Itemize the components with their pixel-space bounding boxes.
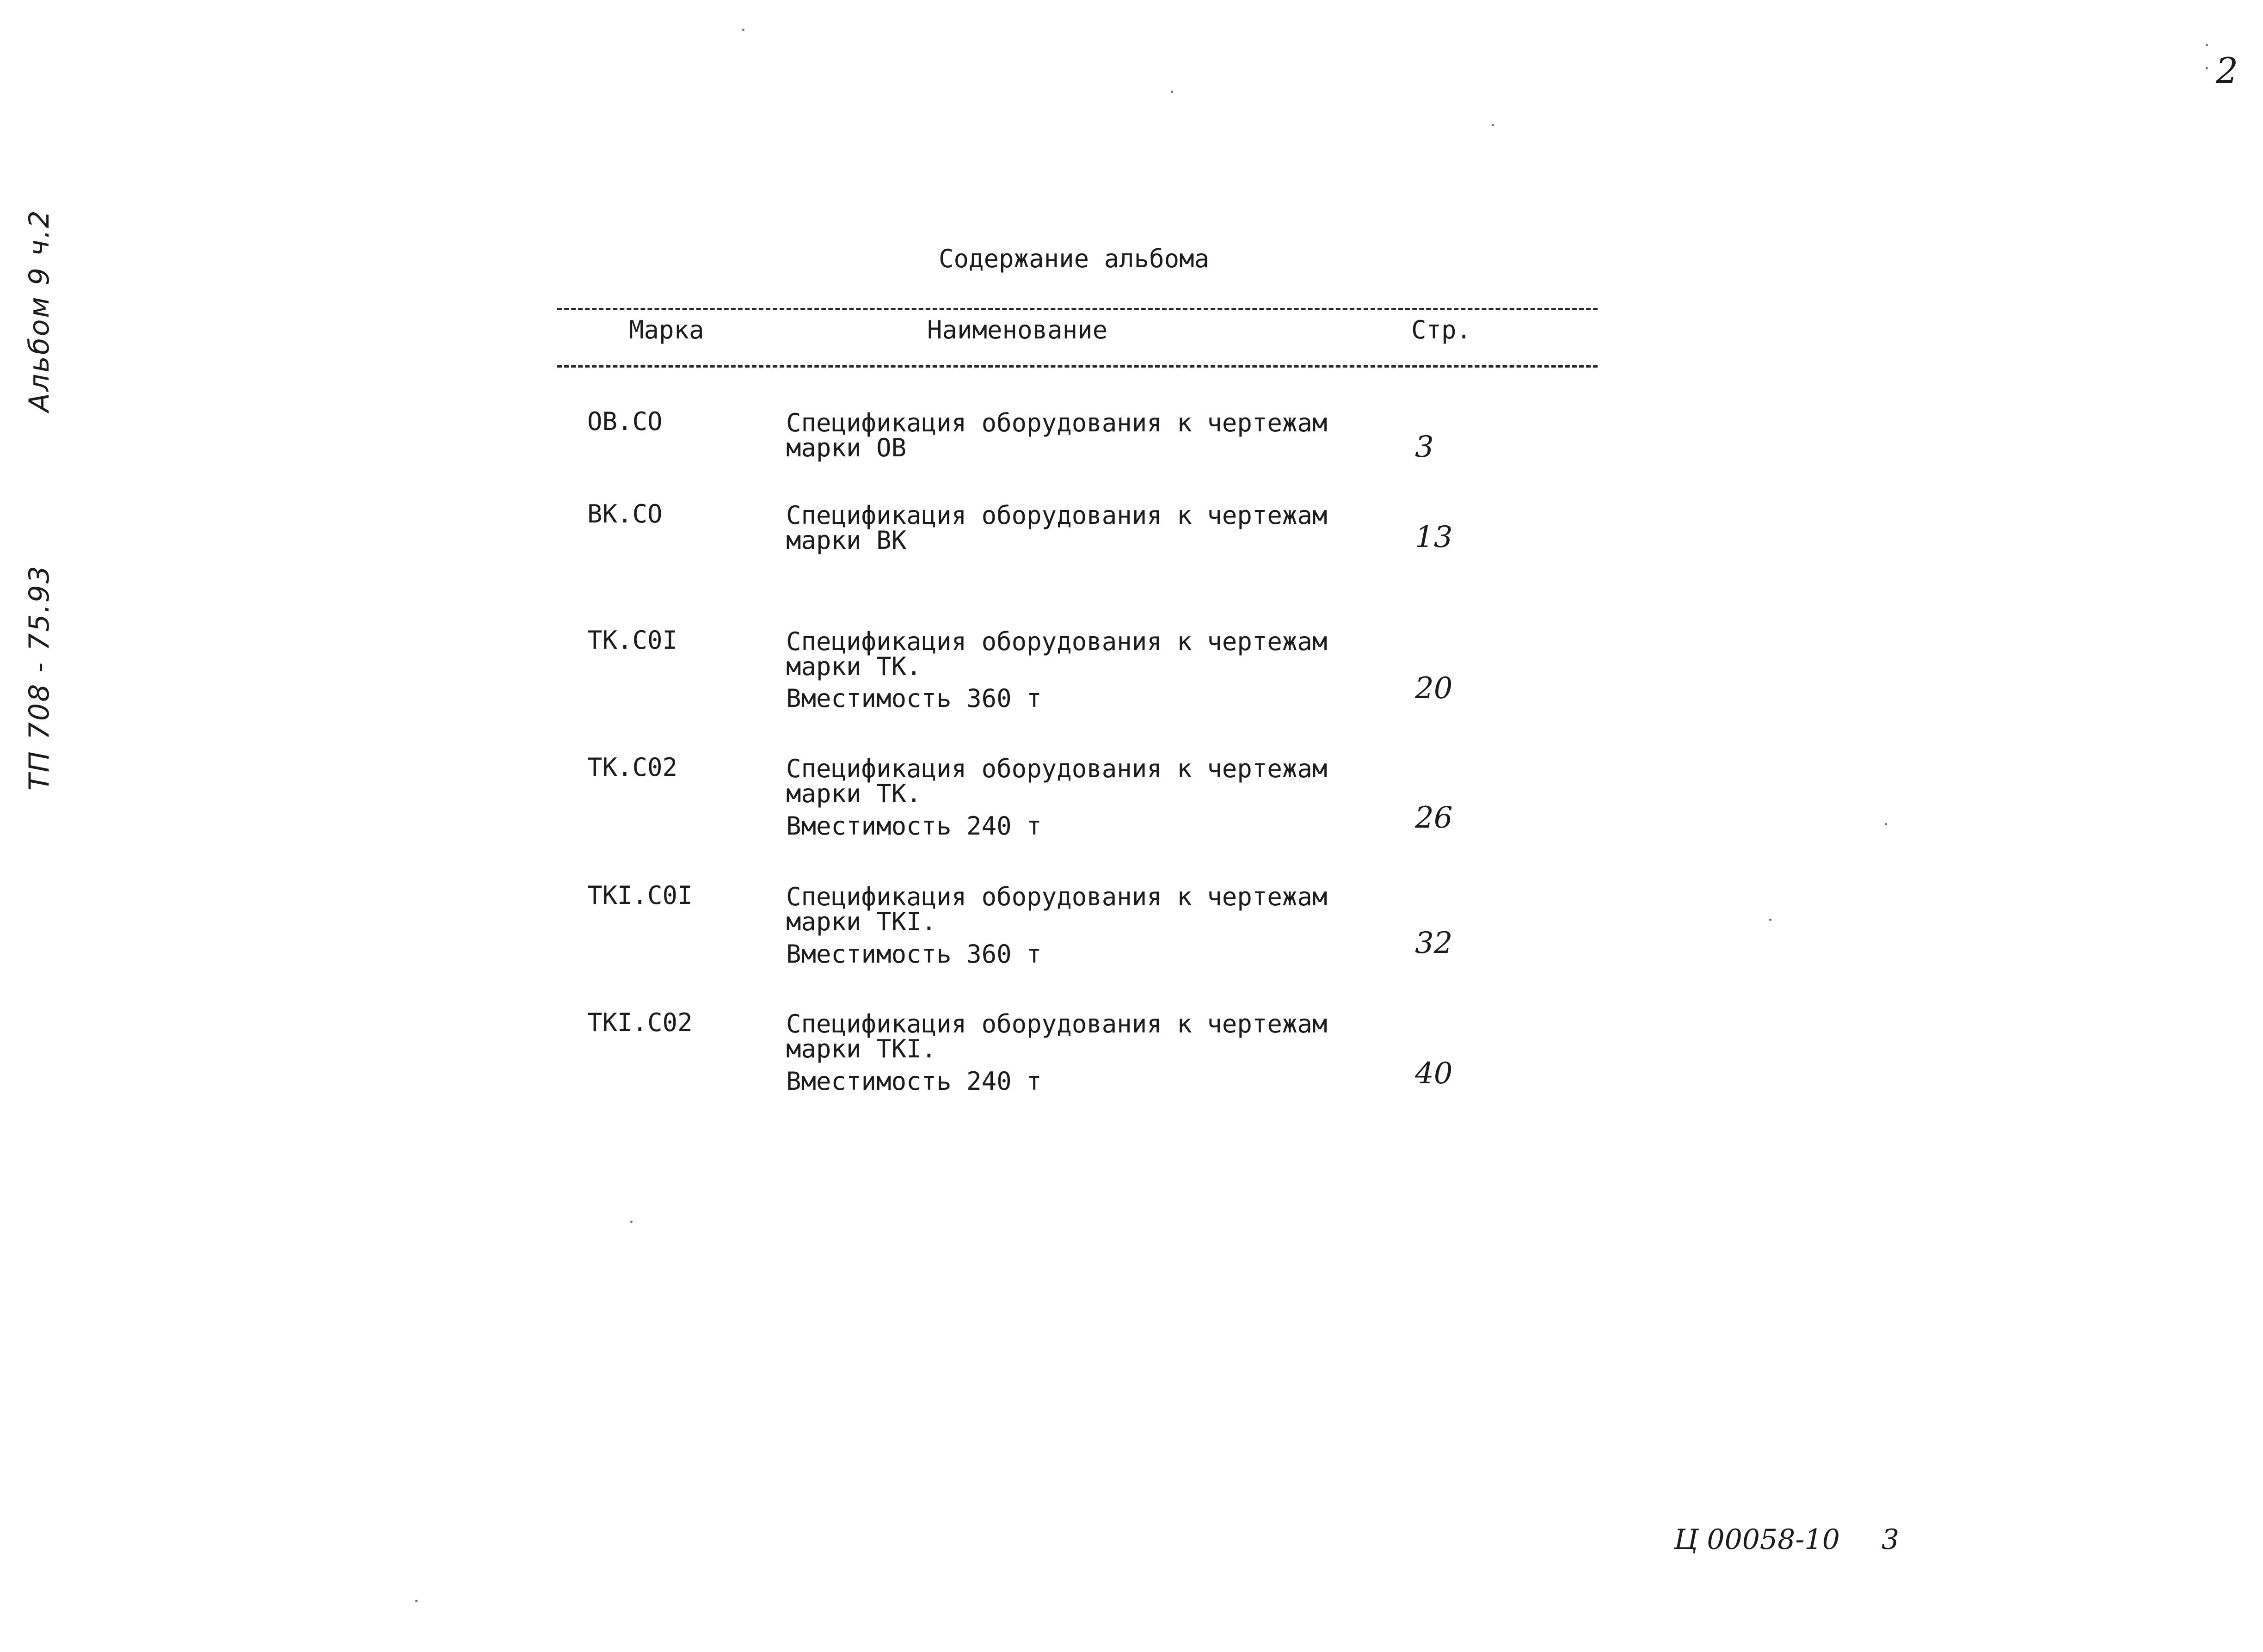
- row-name-line2: марки ОВ: [786, 433, 907, 462]
- footer-stamp: [1674, 1523, 1899, 1556]
- row-page: 26: [1415, 801, 1453, 835]
- header-top-rule: [557, 308, 1598, 310]
- row-name: [786, 629, 1327, 679]
- row-name: [786, 408, 1328, 462]
- row-name: [786, 756, 1327, 806]
- footer-sheet-number: 3: [1881, 1523, 1900, 1556]
- row-code: ВК.СО: [587, 499, 663, 528]
- row-name-line1: Спецификация оборудования к чертежам: [786, 627, 1328, 656]
- header-bottom-rule: [557, 365, 1598, 368]
- row-name-line1: Спецификация оборудования к чертежам: [786, 408, 1328, 437]
- row-code: ТКI.С02: [587, 1008, 693, 1037]
- scan-speck: [2206, 67, 2208, 69]
- row-page: 32: [1415, 926, 1453, 960]
- row-code: ТК.С02: [587, 753, 678, 782]
- row-name-line2: марки ТК.: [786, 779, 922, 808]
- row-code: ТК.С0I: [587, 626, 678, 655]
- page-number: 2: [2216, 50, 2238, 91]
- row-name-line1: Спецификация оборудования к чертежам: [786, 754, 1328, 783]
- row-name: [786, 884, 1327, 934]
- column-header-code: Марка: [629, 315, 704, 344]
- scan-speck: [1885, 823, 1887, 825]
- row-page: 20: [1415, 671, 1453, 706]
- row-name-line2: марки ТКI.: [786, 1034, 937, 1063]
- row-name-line2: марки ТКI.: [786, 907, 937, 936]
- scan-speck: [630, 1221, 633, 1223]
- scan-speck: [415, 1600, 418, 1602]
- row-name: [786, 1009, 1328, 1063]
- scan-speck: [1492, 124, 1494, 126]
- document-title: Содержание альбома: [939, 244, 1210, 273]
- column-header-page: Стр.: [1411, 315, 1472, 344]
- footer-doc-code: Ц 00058-10: [1674, 1523, 1840, 1556]
- row-name-line1: Спецификация оборудования к чертежам: [786, 882, 1328, 911]
- row-name-line2: марки ТК.: [786, 652, 922, 681]
- row-code: ОВ.СО: [587, 407, 663, 436]
- row-capacity: Вместимость 360 т: [786, 940, 1042, 969]
- row-name: [786, 503, 1327, 553]
- row-capacity: Вместимость 360 т: [786, 684, 1042, 713]
- scan-speck: [1171, 91, 1173, 93]
- row-name-line1: Спецификация оборудования к чертежам: [786, 1009, 1328, 1038]
- row-capacity: Вместимость 240 т: [786, 1067, 1042, 1096]
- row-page: 40: [1415, 1056, 1453, 1091]
- side-stamp: [23, 209, 55, 791]
- column-header-name: Наименование: [927, 315, 1108, 344]
- scan-speck: [1769, 919, 1771, 921]
- row-code: ТКI.С0I: [587, 881, 693, 910]
- row-page: 3: [1415, 430, 1434, 464]
- scan-speck: [2206, 44, 2208, 46]
- row-capacity: Вместимость 240 т: [786, 811, 1042, 841]
- scan-speck: [742, 29, 744, 31]
- row-page: 13: [1415, 520, 1453, 554]
- album-label: Альбом 9 ч.2: [23, 209, 55, 412]
- row-name-line1: Спецификация оборудования к чертежам: [786, 501, 1328, 530]
- project-code: ТП 708 - 75.93: [23, 565, 55, 791]
- row-name-line2: марки ВК: [786, 526, 907, 555]
